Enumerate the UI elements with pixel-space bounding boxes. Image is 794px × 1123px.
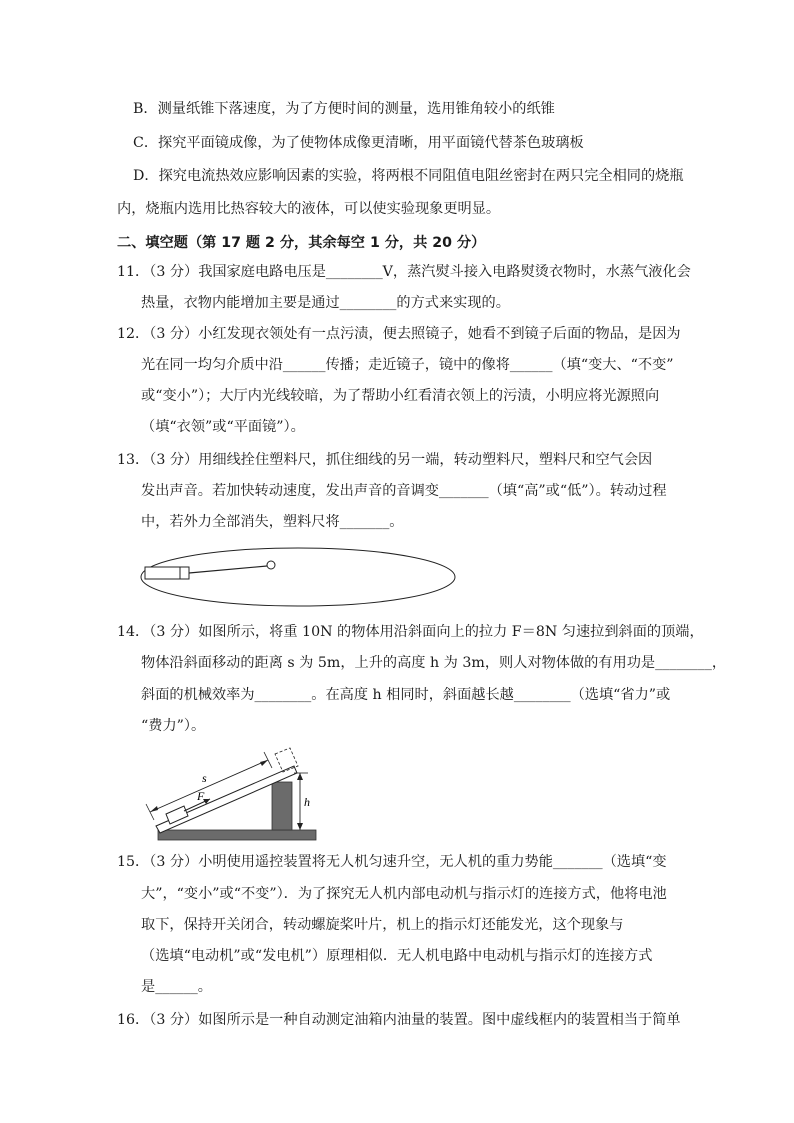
section-heading-fill-in: 二、填空题（第 17 题 2 分，其余每空 1 分，共 20 分） (117, 235, 486, 251)
q12-line2: 光在同一均匀介质中沿______传播；走近镜子，镜中的像将______（填“变大、“不变” (141, 357, 674, 373)
force-label: F (197, 789, 205, 803)
plastic-ruler (145, 567, 189, 579)
support-block (272, 782, 292, 830)
q13-line1: 13．（3 分）用细线拴住塑料尺，抓住细线的另一端，转动塑料尺，塑料尺和空气会因 (117, 452, 653, 468)
q13-line3: 中，若外力全部消失，塑料尺将_______。 (141, 514, 404, 530)
q12-line1: 12．（3 分）小红发现衣领处有一点污渍，便去照镜子，她看不到镜子后面的物品，是因为 (117, 326, 681, 342)
q10-option-c: C．探究平面镜成像，为了使物体成像更清晰，用平面镜代替茶色玻璃板 (133, 135, 584, 151)
distance-arrow-start (150, 806, 158, 812)
height-label: h (304, 795, 310, 809)
q15-line4: （选填“电动机”或“发电机”）原理相似．无人机电路中电动机与指示灯的连接方式 (141, 948, 653, 964)
q13-line2: 发出声音。若加快转动速度，发出声音的音调变_______（填“高”或“低”）。转动过程 (141, 483, 667, 499)
q10-option-b: B．测量纸锥下落速度，为了方便时间的测量，选用锥角较小的纸锥 (133, 101, 555, 117)
q14-line4: “费力”）。 (141, 718, 206, 734)
distance-tick-end (264, 752, 272, 768)
q10-option-d-line1: D．探究电流热效应影响因素的实验，将两根不同阻值电阻丝密封在两只完全相同的烧瓶 (133, 168, 684, 184)
q11-line1: 11．（3 分）我国家庭电路电压是________V，蒸汽熨斗接入电路熨烫衣物时，水蒸气液化会 (117, 264, 691, 280)
q16-line1: 16．（3 分）如图所示是一种自动测定油箱内油量的装置。图中虚线框内的装置相当于简单 (117, 1012, 681, 1028)
distance-arrow-end (260, 760, 268, 766)
q14-line1: 14．（3 分）如图所示，将重 10N 的物体用沿斜面向上的拉力 F＝8N 匀速拉到斜面的顶端， (117, 624, 704, 640)
string-line (189, 566, 267, 573)
q14-line3: 斜面的机械效率为________。在高度 h 相同时，斜面越长越________（选填“省力”或 (141, 687, 671, 703)
q10-option-d-line2: 内，烧瓶内选用比热容较大的液体，可以使实验现象更明显。 (117, 201, 501, 217)
q11-line2: 热量，衣物内能增加主要是通过________的方式来实现的。 (141, 295, 510, 311)
q15-line2: 大”，“变小”或“不变”）．为了探究无人机内部电动机与指示灯的连接方式，他将电池 (141, 886, 667, 902)
distance-label: s (202, 771, 207, 785)
q12-line4: （填“衣领”或“平面镜”）。 (141, 419, 305, 435)
q14-line2: 物体沿斜面移动的距离 s 为 5m，上升的高度 h 为 3m，则人对物体做的有用功是________， (141, 655, 727, 671)
rotating-ruler-figure (138, 545, 458, 609)
pivot-point (267, 561, 275, 569)
height-arrow-top (297, 773, 303, 780)
height-arrow-bottom (297, 823, 303, 830)
q15-line1: 15．（3 分）小明使用遥控装置将无人机匀速升空，无人机的重力势能_______（选填“变 (117, 854, 667, 870)
ground-base (158, 830, 316, 840)
inclined-plane-figure (140, 742, 320, 844)
distance-tick-start (146, 804, 154, 820)
q15-line3: 取下，保持开关闭合，转动螺旋桨叶片，机上的指示灯还能发光，这个现象与 (141, 917, 624, 933)
q12-line3: 或“变小”）；大厅内光线较暗，为了帮助小红看清衣领上的污渍，小明应将光源照向 (141, 388, 660, 404)
q15-line5: 是______。 (141, 979, 212, 995)
